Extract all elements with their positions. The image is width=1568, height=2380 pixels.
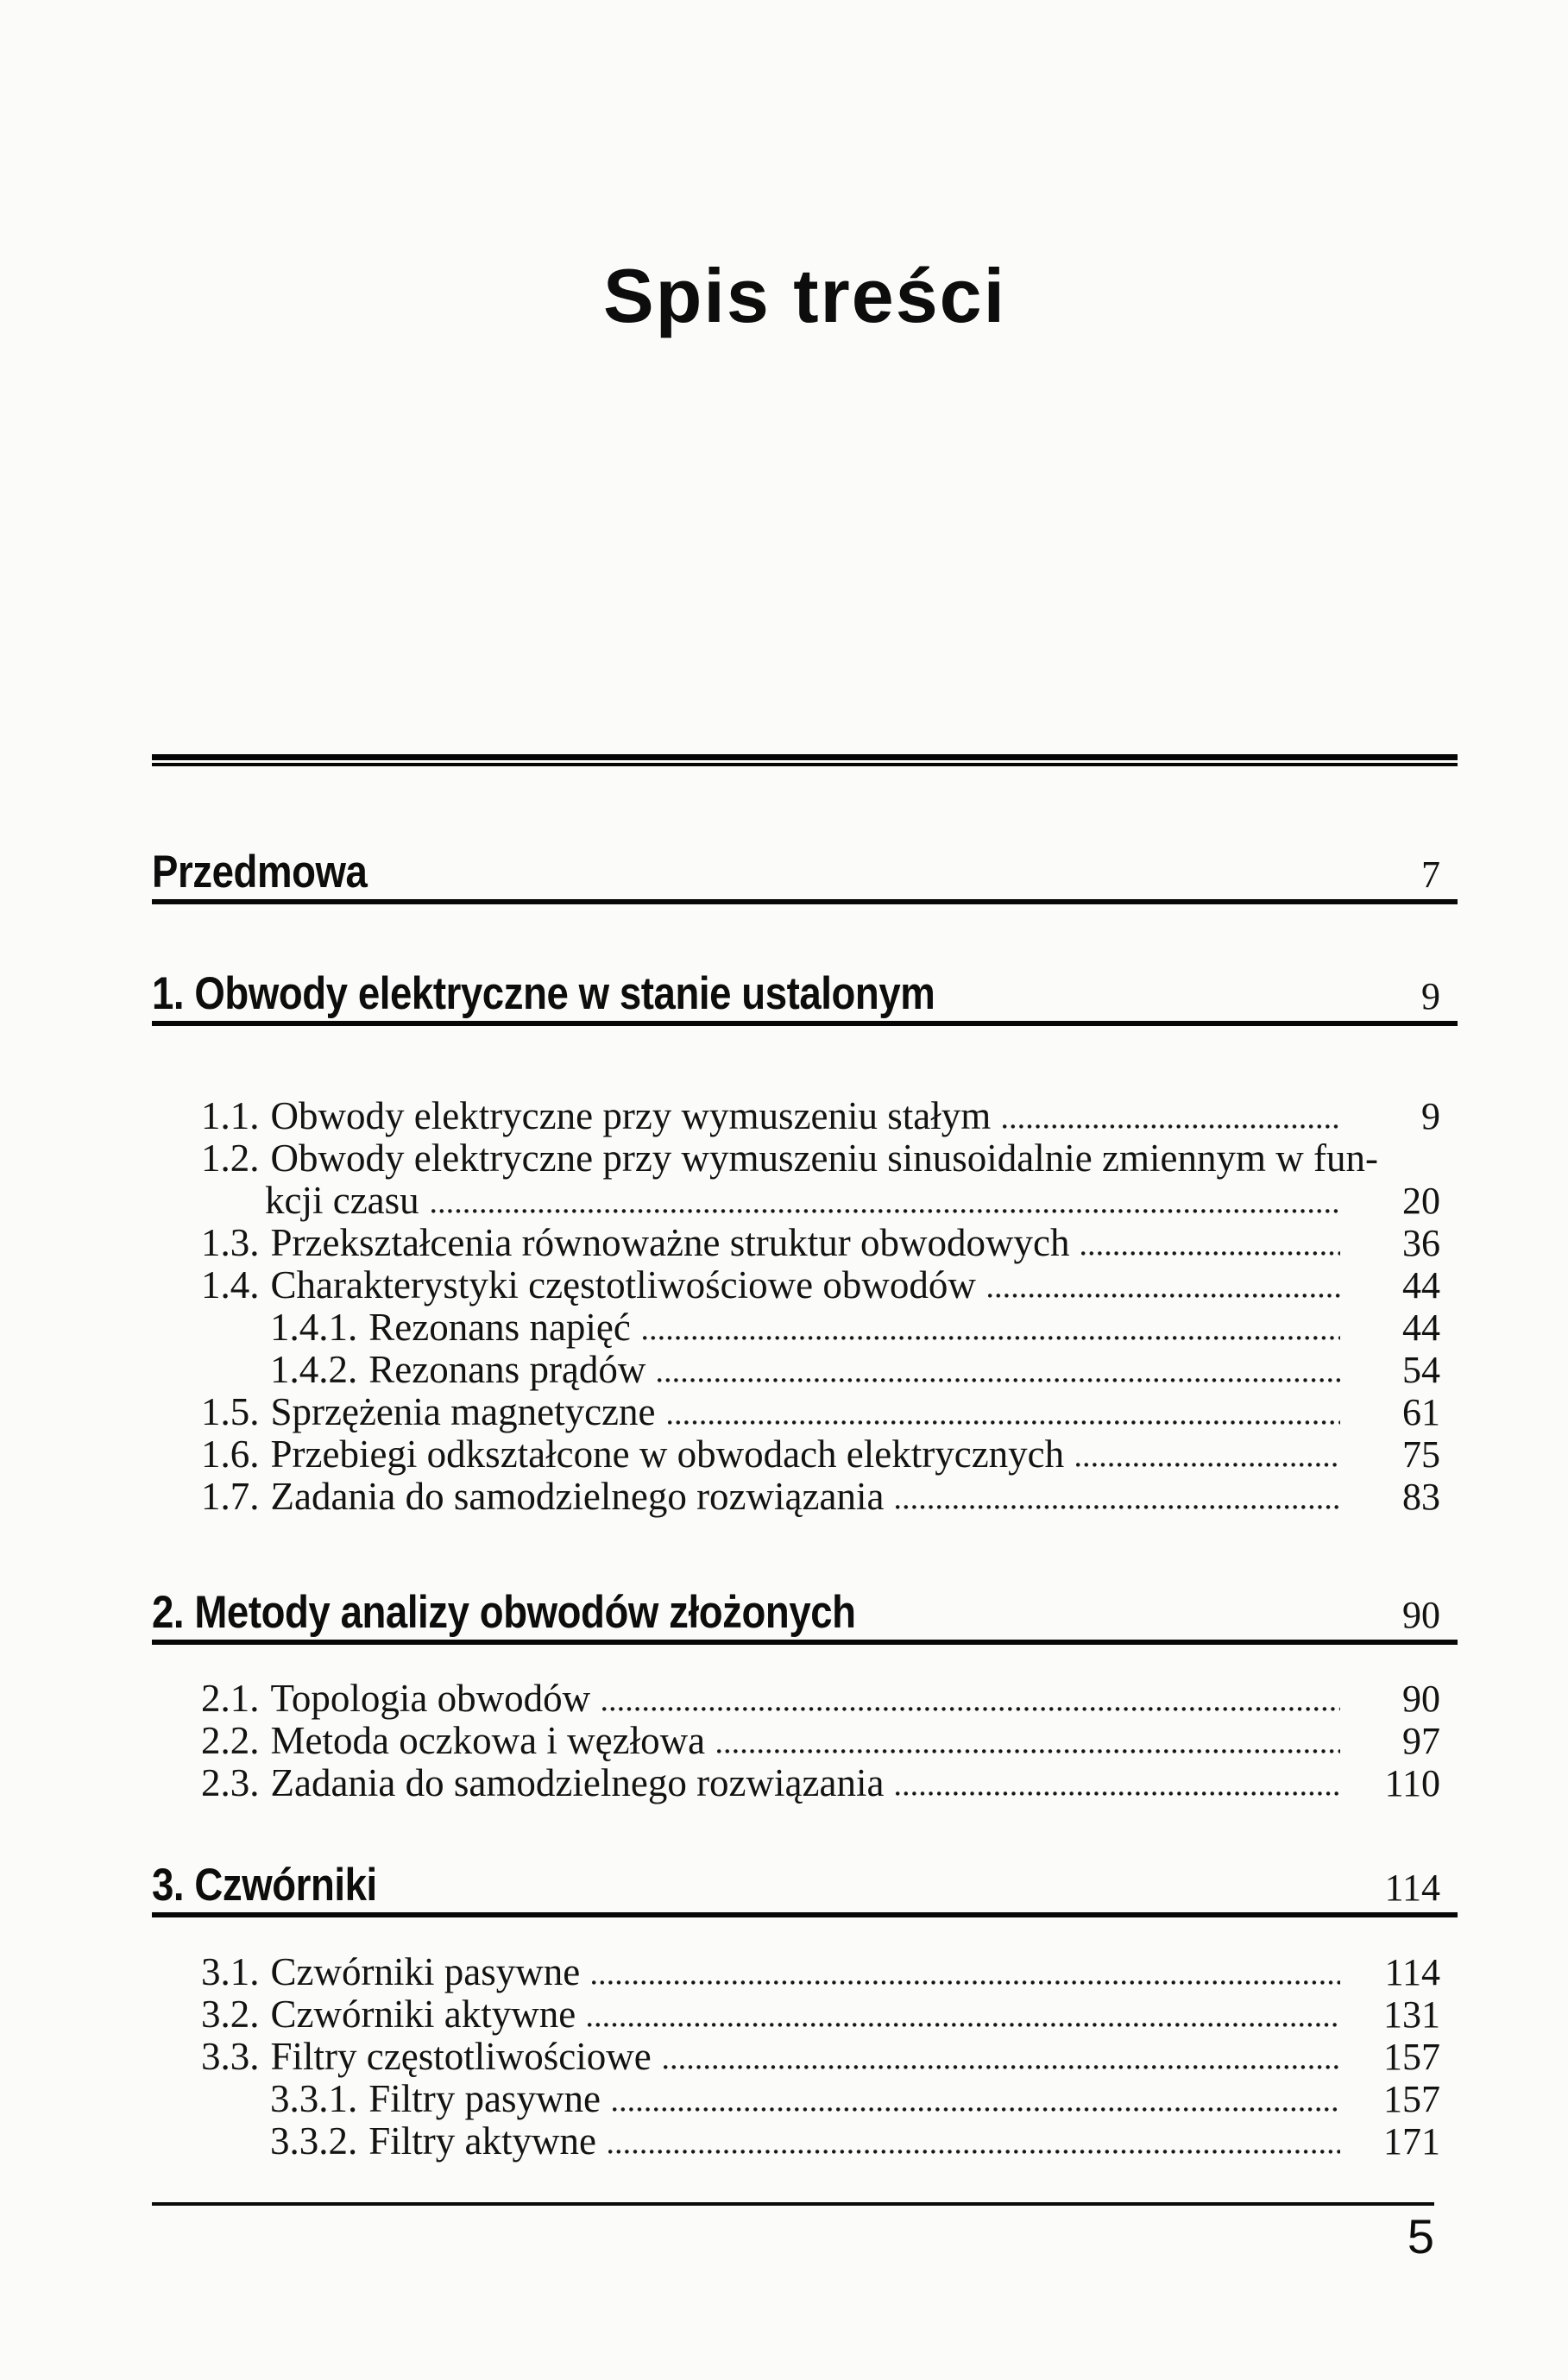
section-heading-text: Przedmowa (152, 847, 368, 897)
entry-text-continuation: kcji czasu (265, 1179, 419, 1222)
toc-entry-1-3 (152, 1222, 1458, 1264)
toc-entry-1-6 (152, 1433, 1458, 1476)
dot-leader (1003, 1124, 1340, 1129)
toc-entry-1-7 (152, 1476, 1458, 1518)
entry-page-number: 9 (1421, 1095, 1440, 1137)
entry-text: Metoda oczkowa i węzłowa (270, 1719, 706, 1762)
entry-text: Czwórniki pasywne (270, 1950, 581, 1993)
entry-page-number: 54 (1402, 1349, 1440, 1391)
dot-leader (588, 2023, 1340, 2027)
dot-leader (658, 1378, 1340, 1382)
entry-page-number: 83 (1402, 1476, 1440, 1518)
entry-label: 3.2. (201, 1993, 260, 2036)
entry-text: Obwody elektryczne przy wymuszeniu stałym (270, 1094, 992, 1137)
entry-text: Zadania do samodzielnego rozwiązania (270, 1475, 885, 1518)
dot-leader (1081, 1251, 1340, 1256)
entry-page-number: 157 (1383, 2078, 1440, 2120)
section-1-entries (152, 1095, 1458, 1518)
entry-page-number: 44 (1402, 1306, 1440, 1349)
toc-entry-3-2 (152, 1993, 1458, 2036)
entry-text: Filtry pasywne (368, 2077, 601, 2120)
entry-text: Filtry częstotliwościowe (270, 2035, 652, 2078)
section-heading-1 (152, 969, 1458, 1019)
entry-label: 1.7. (201, 1475, 260, 1518)
dot-leader (608, 2150, 1340, 2154)
entry-text: Sprzężenia magnetyczne (270, 1390, 656, 1433)
section-page-number: 114 (1384, 1867, 1440, 1909)
toc-entry-3-3-2 (152, 2120, 1458, 2163)
entry-page-number: 114 (1384, 1951, 1440, 1993)
section-2-entries (152, 1678, 1458, 1804)
entry-page-number: 157 (1383, 2036, 1440, 2078)
toc-entry-2-1 (152, 1678, 1458, 1720)
section-heading-text: 3. Czwórniki (152, 1860, 377, 1911)
entry-label: 1.4.2. (270, 1348, 358, 1391)
entry-label: 1.2. (201, 1136, 260, 1180)
entry-label: 2.2. (201, 1719, 260, 1762)
section-heading-2 (152, 1588, 1458, 1638)
entry-text: Topologia obwodów (270, 1677, 591, 1720)
entry-label: 3.3.2. (270, 2119, 358, 2163)
toc-entry-1-2-continuation (152, 1180, 1458, 1222)
entry-label: 1.4.1. (270, 1306, 358, 1349)
entry-page-number: 44 (1402, 1264, 1440, 1306)
toc-entry-1-1 (152, 1095, 1458, 1137)
entry-label: 2.3. (201, 1761, 260, 1804)
toc-content (152, 0, 1458, 2263)
entry-text: Przebiegi odkształcone w obwodach elektrycznych (270, 1432, 1065, 1476)
entry-text: Obwody elektryczne przy wymuszeniu sinusoidalnie zmiennym w fun- (270, 1136, 1378, 1180)
double-rule-bottom (152, 763, 1458, 766)
section-page-number: 7 (1421, 853, 1440, 896)
entry-page-number: 97 (1402, 1720, 1440, 1762)
dot-leader (643, 1336, 1340, 1340)
entry-page-number: 36 (1402, 1222, 1440, 1264)
dot-leader (668, 1420, 1340, 1425)
entry-page-number: 20 (1402, 1180, 1440, 1222)
section-3-entries (152, 1951, 1458, 2163)
dot-leader (431, 1209, 1340, 1213)
section-page-number: 90 (1402, 1594, 1440, 1636)
entry-label: 3.3. (201, 2035, 260, 2078)
entry-label: 1.4. (201, 1263, 260, 1306)
toc-entry-1-5 (152, 1391, 1458, 1433)
footer-rule (152, 2202, 1434, 2206)
dot-leader (988, 1294, 1340, 1298)
entry-page-number: 171 (1383, 2120, 1440, 2163)
entry-label: 3.3.1. (270, 2077, 358, 2120)
entry-text: Rezonans napięć (368, 1306, 631, 1349)
entry-page-number: 131 (1383, 1993, 1440, 2036)
section-heading-3 (152, 1861, 1458, 1911)
dot-leader (592, 1980, 1340, 1985)
toc-entry-3-3 (152, 2036, 1458, 2078)
dot-leader (717, 1749, 1340, 1754)
section-page-number: 9 (1421, 975, 1440, 1017)
section-heading-text: 2. Metody analizy obwodów złożonych (152, 1587, 856, 1638)
entry-label: 1.5. (201, 1390, 260, 1433)
entry-page-number: 90 (1402, 1678, 1440, 1720)
double-rule-top (152, 754, 1458, 760)
entry-text: Czwórniki aktywne (270, 1993, 576, 2036)
section-heading-przedmowa (152, 847, 1458, 897)
folio-page-number: 5 (1407, 2209, 1434, 2264)
entry-text: Rezonans prądów (368, 1348, 646, 1391)
section-rule (152, 1021, 1458, 1026)
entry-page-number: 61 (1402, 1391, 1440, 1433)
toc-entry-2-3 (152, 1762, 1458, 1804)
entry-text: Filtry aktywne (368, 2119, 596, 2163)
entry-text: Charakterystyki częstotliwościowe obwodów (270, 1263, 976, 1306)
toc-entry-1-4-2 (152, 1349, 1458, 1391)
toc-entry-1-2 (152, 1137, 1458, 1180)
page-title: Spis treści (602, 253, 1007, 338)
dot-leader (664, 2065, 1340, 2069)
entry-page-number: 75 (1402, 1433, 1440, 1476)
entry-label: 2.1. (201, 1677, 260, 1720)
section-rule (152, 1640, 1458, 1645)
toc-entry-3-3-1 (152, 2078, 1458, 2120)
entry-page-number: 110 (1384, 1762, 1440, 1804)
section-rule (152, 899, 1458, 904)
section-heading-text: 1. Obwody elektryczne w stanie ustalonym (152, 968, 935, 1019)
entry-text: Zadania do samodzielnego rozwiązania (270, 1761, 885, 1804)
entry-label: 1.1. (201, 1094, 260, 1137)
toc-entry-1-4-1 (152, 1306, 1458, 1349)
entry-text: Przekształcenia równoważne struktur obwodowych (270, 1221, 1070, 1264)
dot-leader (602, 1707, 1340, 1711)
toc-entry-2-2 (152, 1720, 1458, 1762)
dot-leader (896, 1791, 1340, 1796)
entry-label: 1.3. (201, 1221, 260, 1264)
toc-entry-1-4 (152, 1264, 1458, 1306)
dot-leader (613, 2107, 1340, 2112)
toc-entry-3-1 (152, 1951, 1458, 1993)
dot-leader (1076, 1463, 1340, 1467)
double-rule (152, 754, 1458, 766)
entry-label: 1.6. (201, 1432, 260, 1476)
dot-leader (896, 1505, 1340, 1509)
section-rule (152, 1912, 1458, 1917)
entry-label: 3.1. (201, 1950, 260, 1993)
